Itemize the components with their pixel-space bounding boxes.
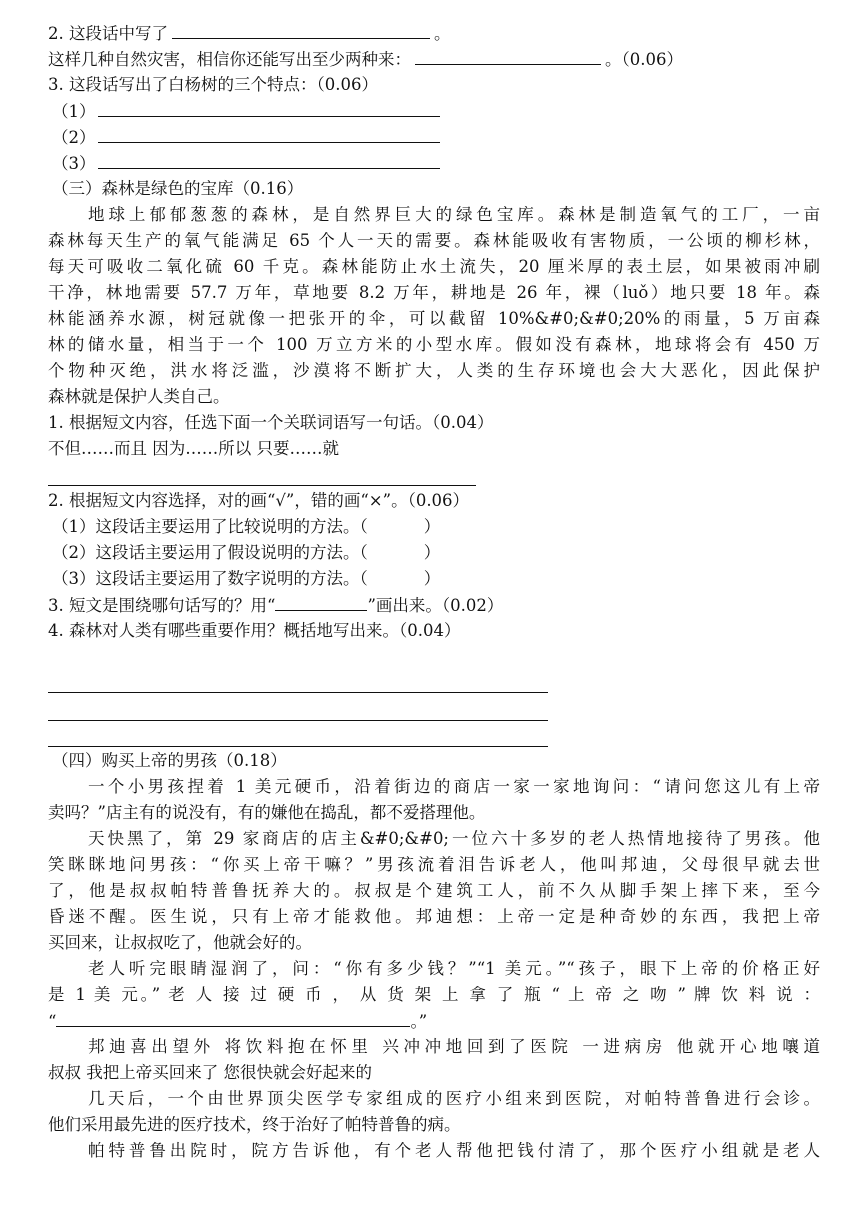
s4-quote-blank-line: “ 。” [48,1008,820,1035]
answer-blank[interactable] [98,124,440,143]
s3-para-line: 干净，林地需要 57.7 万年，草地要 8.2 万年，耕地是 26 年，裸（luǒ）地只要 18 年。森 [48,283,820,302]
s4-para-line: 了，他是叔叔帕特普鲁抚养大的。叔叔是个建筑工人，前不久从脚手架上摔下来，至今 [48,881,820,900]
trait-item-2: （2） [52,124,820,151]
s4-para-line: 昏迷不醒。医生说，只有上帝才能救他。邦迪想：上帝一定是种奇妙的东西，我把上帝 [48,907,820,926]
s4-para-line: 老人听完眼睛湿润了，问：“你有多少钱？”“1 美元。”“孩子，眼下上帝的价格正好 [88,959,820,978]
s3-para-line: 森林每天生产的氧气能满足 65 个人一天的需要。森林能吸收有害物质，一公顷的柳杉林， [48,231,820,250]
s3-para-line: 地球上郁郁葱葱的森林，是自然界巨大的绿色宝库。森林是制造氧气的工厂，一亩 [88,205,820,224]
s4-para-line: 买回来，让叔叔吃了，他就会好的。 [48,933,312,952]
s3-para-line: 个物种灭绝，洪水将泛滥，沙漠将不断扩大，人类的生存环境也会大大恶化，因此保护 [48,361,820,380]
s4-para-line: 天快黑了，第 29 家商店的店主&#0;&#0;一位六十多岁的老人热情地接待了男孩。他 [88,829,820,848]
s3-para-line: 林的储水量，相当于一个 100 万立方米的小型水库。假如没有森林，地球将会有 450 万 [48,335,820,354]
s4-para-line: 叔叔 我把上帝买回来了 您很快就会好起来的 [48,1063,372,1082]
s4-para-line: 笑眯眯地问男孩：“你买上帝干嘛？”男孩流着泪告诉老人，他叫邦迪，父母很早就去世 [48,855,820,874]
s3-q2-item-1: （1）这段话主要运用了比较说明的方法。（ ） [52,517,441,536]
s3-q4: 4. 森林对人类有哪些重要作用？概括地写出来。（0.04） [48,621,461,640]
s3-para-line: 每天可吸收二氧化硫 60 千克。森林能防止水土流失，20 厘米厚的表土层，如果被雨冲刷 [48,257,820,276]
trait-item-1: （1） [52,98,820,125]
q2-line: 2. 这段话中写了 。 [48,20,820,47]
answer-blank[interactable] [56,1008,410,1027]
answer-blank[interactable] [98,150,440,169]
s4-para-line: 邦迪喜出望外 将饮料抱在怀里 兴冲冲地回到了医院 一进病房 他就开心地嚷道 [88,1037,820,1056]
s4-para-line: 几天后，一个由世界顶尖医学专家组成的医疗小组来到医院，对帕特普鲁进行会诊。 [88,1089,820,1108]
s3-para-line: 林能涵养水源，树冠就像一把张开的伞，可以截留 10%&#0;&#0;20%的雨量，5 万亩森 [48,309,820,328]
s3-q3: 3. 短文是围绕哪句话写的？用“ ”画出来。（0.02） [48,592,820,619]
s4-para-line: 一个小男孩捏着 1 美元硬币，沿着街边的商店一家一家地询问：“请问您这儿有上帝 [88,777,820,796]
answer-line[interactable] [48,720,548,721]
s3-q1-options: 不但……而且 因为……所以 只要……就 [48,439,339,458]
s4-para-line: 他们采用最先进的医疗技术，终于治好了帕特普鲁的病。 [48,1115,461,1134]
s3-para-line: 森林就是保护人类自己。 [48,387,230,406]
answer-line[interactable] [48,746,548,747]
s4-para-line: 卖吗？”店主有的说没有，有的嫌他在捣乱，都不爱搭理他。 [48,803,486,822]
underline-sample [275,592,367,611]
s3-q2-item-2: （2）这段话主要运用了假设说明的方法。（ ） [52,543,441,562]
section4-title: （四）购买上帝的男孩（0.18） [52,751,287,770]
s3-q2: 2. 根据短文内容选择，对的画“√”，错的画“×”。（0.06） [48,491,470,510]
q2-line-2: 这样几种自然灾害，相信你还能写出至少两种来： 。（0.06） [48,46,820,73]
s3-q1: 1. 根据短文内容，任选下面一个关联词语写一句话。（0.04） [48,413,494,432]
q3-question: 3. 这段话写出了白杨树的三个特点：（0.06） [48,75,378,94]
answer-blank[interactable] [415,46,601,65]
section3-title: （三）森林是绿色的宝库（0.16） [52,179,304,198]
answer-line[interactable] [48,692,548,693]
answer-line[interactable] [48,485,476,486]
s4-para-line: 是 1 美 元。” 老 人 接 过 硬 币 ， 从 货 架 上 拿 了 瓶 “ 上 帝 之 吻 ” 牌 饮 料 说 ： [48,985,820,1004]
trait-item-3: （3） [52,150,820,177]
s4-para-line: 帕特普鲁出院时，院方告诉他，有个老人帮他把钱付清了，那个医疗小组就是老人 [88,1141,820,1160]
s3-q2-item-3: （3）这段话主要运用了数字说明的方法。（ ） [52,569,441,588]
answer-blank[interactable] [172,20,430,39]
answer-blank[interactable] [98,98,440,117]
